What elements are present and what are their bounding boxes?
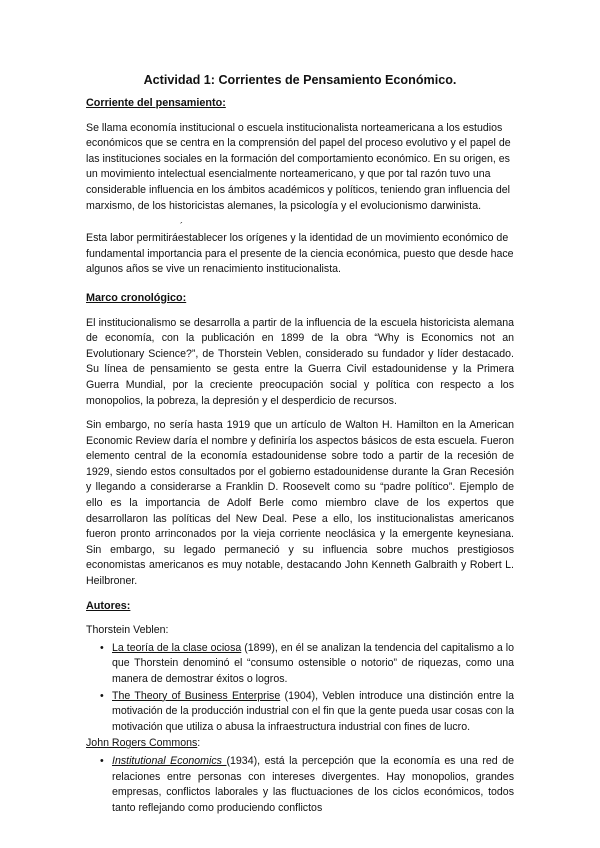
paragraph-marco-1: El institucionalismo se desarrolla a partir de la influencia de la escuela historicista alemana de economía, con la publicación en 1899 de la obra “Why is Economics not an Evolutionary Science?”, de Thorstein Veblen, considerado su fundador y líder destacado. Su línea de pensamiento se gesta entre la Guerra Civil estadounidense y la Primera Guerra Mundial, por la creciente preocupación social y política con respecto a los monopolios, la pobreza, la depresión y el desperdicio de recursos.	[86, 316, 514, 407]
paragraph-corriente-1: Se llama economía institucional o escuela institucionalista norteamericana a los estudios económicos que se centra en la comprensión del papel del proceso evolutivo y el papel de las instituciones sociales en la formación del comportamiento económico. En su origen, es un movimiento intelectual esencialmente norteamericano, y que por tal razón tuvo una considerable influencia en los ámbitos académicos y políticos, teniendo gran influencia del marxismo, de los historicistas alemanes, la psicología y el evolucionismo darwinista.	[86, 121, 511, 212]
work-description: (1934), está la percepción que la economía es una red de relaciones entre personas con intereses divergentes. Hay monopolios, grandes empresas, conflictos laborales y las fluctuaciones de los ciclos económicos, todos tanto reflejando como produciendo conflictos	[112, 754, 514, 814]
list-item	[100, 689, 514, 736]
author-commons-colon: :	[197, 737, 201, 750]
author-commons-name: John Rogers Commons	[86, 737, 198, 750]
veblen-works-list	[86, 641, 514, 736]
work-title: The Theory of Business Enterprise	[112, 689, 281, 702]
section-heading-marco: Marco cronológico:	[86, 291, 187, 304]
author-veblen: Thorstein Veblen:	[86, 624, 169, 637]
work-title: Institutional Economics	[112, 754, 227, 767]
bullet-icon: •	[100, 689, 104, 702]
bullet-icon: •	[100, 754, 104, 767]
list-item	[100, 641, 514, 688]
section-heading-autores: Autores:	[86, 599, 131, 612]
work-description: (1899), en él se analizan la tendencia del capitalismo a lo que Thorstein denominó el “consumo ostensible o notorio” de riquezas, como una manera de demostrar éxitos o logros.	[112, 641, 514, 685]
document-title: Actividad 1: Corrientes de Pensamiento Económico.	[143, 73, 457, 87]
author-commons	[86, 736, 514, 752]
stray-mark	[86, 223, 514, 231]
commons-works-list	[86, 754, 514, 816]
stray-mark-glyph: ´	[180, 221, 183, 232]
work-description: (1904), Veblen introduce una distinción entre la motivación de la producción industrial con el fin que la gente pueda usar cosas con la motivación que utiliza o abusa la infraestructura industrial con fines de lucro.	[112, 689, 514, 733]
paragraph-marco-2: Sin embargo, no sería hasta 1919 que un artículo de Walton H. Hamilton en la American Economic Review daría el nombre y definiría los aspectos básicos de esta escuela. Fueron elemento central de la economía estadounidense sobre todo a partir de la recesión de 1929, siendo estos consultados por el gobierno estadounidense durante la Gran Recesión y llegando a considerarse a Franklin D. Roosevelt como su “padre político”. Ejemplo de ello es la importancia de Adolf Berle como miembro clave de los expertos que desarrollaron las políticas del New Deal. Pese a ello, los institucionalistas americanos fueron pronto arrinconados por la vieja corriente neoclásica y la emergente keynesiana. Sin embargo, su legado permaneció y su influencia sobre muchos prestigiosos economistas americanos es muy notable, destacando John Kenneth Galbraith y Robert L. Heilbroner.	[86, 419, 514, 588]
list-item	[100, 754, 514, 816]
bullet-icon: •	[100, 641, 104, 654]
work-title: La teoría de la clase ociosa	[112, 641, 242, 654]
paragraph-corriente-2: Esta labor permitiráestablecer los orígenes y la identidad de un movimiento económico de fundamental importancia para el presente de la ciencia económica, puesto que desde hace algunos años se vive un renacimiento institucionalista.	[86, 232, 514, 276]
section-heading-corriente: Corriente del pensamiento:	[86, 97, 226, 109]
